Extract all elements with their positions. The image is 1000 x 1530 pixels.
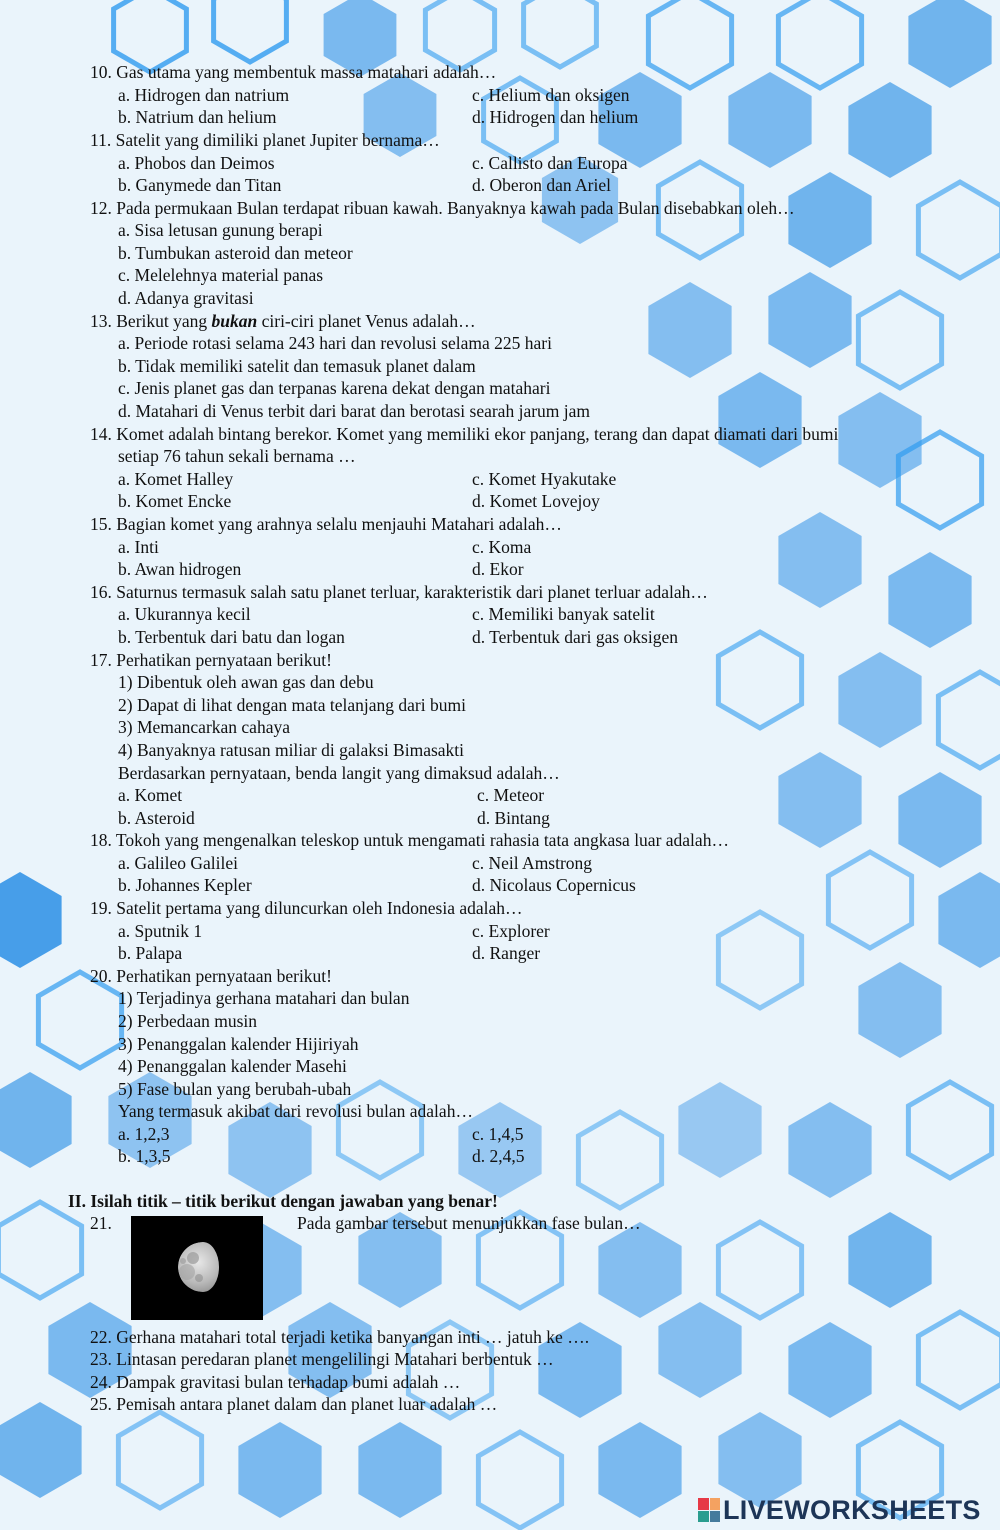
text-line: c. Koma	[472, 537, 532, 557]
text-line: d. Terbentuk dari gas oksigen	[472, 627, 678, 647]
question-13-emphasis: bukan	[211, 311, 258, 331]
logo-text: LIVEWORKSHEETS	[723, 1494, 981, 1525]
text-line: 2) Dapat di lihat dengan mata telanjang dari bumi	[118, 695, 466, 715]
text-line: b. Asteroid	[118, 808, 195, 828]
text-line: 11. Satelit yang dimiliki planet Jupiter bernama…	[90, 130, 440, 150]
text-line: setiap 76 tahun sekali bernama …	[118, 446, 356, 466]
text-line: c. Neil Amstrong	[472, 853, 593, 873]
text-line: II. Isilah titik – titik berikut dengan jawaban yang benar!	[68, 1191, 498, 1211]
text-line: a. Hidrogen dan natrium	[118, 85, 290, 105]
text-line: 20. Perhatikan pernyataan berikut!	[90, 966, 332, 986]
logo-mark-icon	[698, 1498, 720, 1522]
text-line: 15. Bagian komet yang arahnya selalu menjauhi Matahari adalah…	[90, 514, 562, 534]
text-line: a. Galileo Galilei	[118, 853, 239, 873]
text-line: d. Matahari di Venus terbit dari barat dan berotasi searah jarum jam	[118, 401, 591, 421]
text-line: a. Komet	[118, 785, 183, 805]
text-line: 1) Terjadinya gerhana matahari dan bulan	[118, 988, 410, 1008]
text-line: b. Terbentuk dari batu dan logan	[118, 627, 345, 647]
question-13	[90, 310, 476, 332]
text-line: d. Ranger	[472, 943, 541, 963]
text-line: b. Tidak memiliki satelit dan temasuk planet dalam	[118, 356, 476, 376]
text-line: Yang termasuk akibat dari revolusi bulan adalah…	[118, 1101, 473, 1121]
text-line: b. Palapa	[118, 943, 183, 963]
text-line: 19. Satelit pertama yang diluncurkan oleh Indonesia adalah…	[90, 898, 523, 918]
text-line: c. Callisto dan Europa	[472, 153, 628, 173]
text-line: c. Melelehnya material panas	[118, 265, 324, 285]
text-line: d. Ekor	[472, 559, 524, 579]
text-line: a. Sisa letusan gunung berapi	[118, 220, 323, 240]
question-13-text-start: 13. Berikut yang	[90, 311, 212, 331]
text-line: a. 1,2,3	[118, 1124, 170, 1144]
text-line: 14. Komet adalah bintang berekor. Komet yang memiliki ekor panjang, terang dan dapat diamati dari bumi	[90, 424, 839, 444]
moon-phase-image	[131, 1216, 263, 1320]
text-line: a. Komet Halley	[118, 469, 234, 489]
text-line: b. Awan hidrogen	[118, 559, 242, 579]
text-line: a. Phobos dan Deimos	[118, 153, 275, 173]
text-line: 12. Pada permukaan Bulan terdapat ribuan kawah. Banyaknya kawah pada Bulan disebabkan oleh…	[90, 198, 795, 218]
text-line: 17. Perhatikan pernyataan berikut!	[90, 650, 332, 670]
text-line: 22. Gerhana matahari total terjadi ketika banyangan inti … jatuh ke ….	[90, 1327, 590, 1347]
text-line: Berdasarkan pernyataan, benda langit yang dimaksud adalah…	[118, 763, 560, 783]
text-line: d. Adanya gravitasi	[118, 288, 254, 308]
text-line: 2) Perbedaan musin	[118, 1011, 257, 1031]
text-line: 16. Saturnus termasuk salah satu planet terluar, karakteristik dari planet terluar adalah…	[90, 582, 708, 602]
text-line: a. Periode rotasi selama 243 hari dan revolusi selama 225 hari	[118, 333, 552, 353]
text-line: b. Ganymede dan Titan	[118, 175, 282, 195]
text-line: b. Johannes Kepler	[118, 875, 252, 895]
question-21-text: Pada gambar tersebut menunjukkan fase bulan…	[297, 1213, 641, 1233]
text-line: 5) Fase bulan yang berubah-ubah	[118, 1079, 352, 1099]
text-line: 18. Tokoh yang mengenalkan teleskop untuk mengamati rahasia tata angkasa luar adalah…	[90, 830, 729, 850]
text-line: 3) Memancarkan cahaya	[118, 717, 290, 737]
text-line: 1) Dibentuk oleh awan gas dan debu	[118, 672, 374, 692]
text-line: b. Tumbukan asteroid dan meteor	[118, 243, 353, 263]
text-line: d. 2,4,5	[472, 1146, 525, 1166]
liveworksheets-logo	[698, 1495, 981, 1525]
text-line: a. Inti	[118, 537, 159, 557]
text-line: c. Komet Hyakutake	[472, 469, 617, 489]
text-line: b. Natrium dan helium	[118, 107, 277, 127]
text-line: c. Meteor	[477, 785, 545, 805]
text-line: d. Komet Lovejoy	[472, 491, 600, 511]
text-line: b. Komet Encke	[118, 491, 232, 511]
text-line: 4) Banyaknya ratusan miliar di galaksi Bimasakti	[118, 740, 465, 760]
text-line: d. Oberon dan Ariel	[472, 175, 611, 195]
text-line: c. Helium dan oksigen	[472, 85, 630, 105]
text-line: 23. Lintasan peredaran planet mengelilingi Matahari berbentuk …	[90, 1349, 554, 1369]
text-line: b. 1,3,5	[118, 1146, 171, 1166]
text-line: c. Memiliki banyak satelit	[472, 604, 655, 624]
text-line: 3) Penanggalan kalender Hijiriyah	[118, 1034, 359, 1054]
text-line: d. Nicolaus Copernicus	[472, 875, 636, 895]
text-line: d. Hidrogen dan helium	[472, 107, 639, 127]
text-line: 24. Dampak gravitasi bulan terhadap bumi adalah …	[90, 1372, 461, 1392]
text-line: a. Ukurannya kecil	[118, 604, 251, 624]
text-line: 25. Pemisah antara planet dalam dan planet luar adalah …	[90, 1394, 498, 1414]
text-line: c. Jenis planet gas dan terpanas karena dekat dengan matahari	[118, 378, 551, 398]
question-13-text-end: ciri-ciri planet Venus adalah…	[257, 311, 476, 331]
text-line: c. Explorer	[472, 921, 550, 941]
text-line: 10. Gas utama yang membentuk massa matahari adalah…	[90, 62, 497, 82]
text-line: a. Sputnik 1	[118, 921, 203, 941]
text-line: c. 1,4,5	[472, 1124, 524, 1144]
text-line: 21.	[90, 1213, 112, 1233]
text-line: d. Bintang	[477, 808, 550, 828]
text-line: 4) Penanggalan kalender Masehi	[118, 1056, 347, 1076]
